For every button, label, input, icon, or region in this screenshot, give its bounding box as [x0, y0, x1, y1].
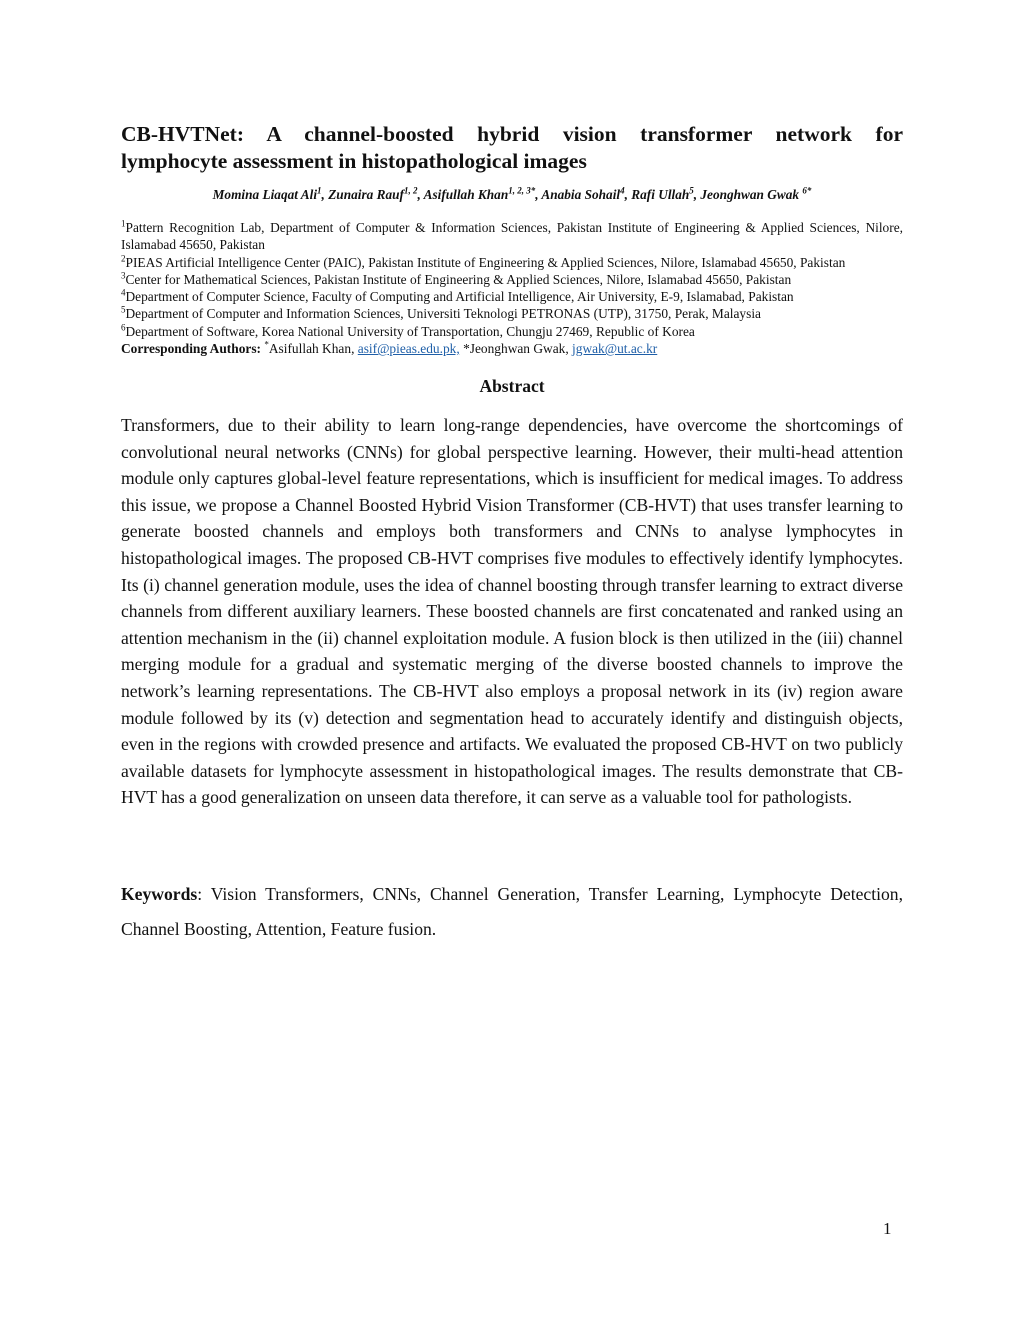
email-link-1[interactable]: asif@pieas.edu.pk, — [357, 341, 460, 357]
corresponding-author-2: *Jeonghwan Gwak, — [459, 341, 573, 357]
keywords-text: : Vision Transformers, CNNs, Channel Generation, Transfer Learning, Lymphocyte Detection, Channel Boosting, Attention, Feature fusion. — [121, 884, 903, 939]
affiliation-number: 3 — [121, 270, 126, 281]
affiliation-item — [121, 271, 903, 288]
author-name: Rafi Ullah — [631, 187, 690, 202]
corresponding-star: * — [264, 339, 269, 350]
keywords-label: Keywords — [121, 884, 198, 904]
corresponding-author-1: Asifullah Khan, — [268, 341, 358, 357]
affiliation-item — [121, 305, 903, 322]
affiliation-text: PIEAS Artificial Intelligence Center (PAIC), Pakistan Institute of Engineering & Applied Sciences, Nilore, Islamabad 45650, Pakistan — [125, 254, 846, 270]
author-name: Jeonghwan Gwak — [700, 187, 800, 202]
paper-title — [121, 121, 903, 175]
keywords — [121, 877, 903, 947]
author-affil-sup: 1, 2 — [403, 185, 418, 196]
affiliation-number: 1 — [121, 218, 126, 229]
affiliation-item — [121, 219, 903, 254]
author-affil-sup: 1, 2, 3* — [508, 185, 536, 196]
author-affil-sup: 4 — [620, 185, 625, 196]
affiliation-number: 2 — [121, 253, 126, 264]
affiliation-number: 5 — [121, 305, 126, 316]
affiliation-text: Department of Computer and Information Sciences, Universiti Teknologi PETRONAS (UTP), 31750, Perak, Malaysia — [125, 306, 761, 322]
affiliation-number: 4 — [121, 287, 126, 298]
title-line-1: CB-HVTNet: A channel-boosted hybrid vision transformer network for — [121, 122, 903, 146]
corresponding-label: Corresponding Authors: — [121, 341, 262, 357]
abstract-heading: Abstract — [479, 376, 545, 396]
affiliation-number: 6 — [121, 322, 126, 333]
affiliation-item — [121, 288, 903, 305]
page-number: 1 — [883, 1219, 892, 1238]
affiliation-text: Center for Mathematical Sciences, Pakistan Institute of Engineering & Applied Sciences, Nilore, Islamabad 45650, Pakistan — [125, 271, 792, 287]
email-link-2[interactable]: jgwak@ut.ac.kr — [572, 341, 658, 357]
author-name: Momina Liaqat Ali — [212, 187, 318, 202]
affiliation-text: Pattern Recognition Lab, Department of Computer & Information Sciences, Pakistan Institute of Engineering & Applied Sciences, Nilore, Islamabad 45650, Pakistan — [121, 220, 903, 253]
affiliation-text: Department of Computer Science, Faculty of Computing and Artificial Intelligence, Air University, E-9, Islamabad, Pakistan — [125, 289, 794, 305]
abstract-text: Transformers, due to their ability to learn long-range dependencies, have overcome the shortcomings of convolutional neural networks (CNNs) for global perspective learning. However, their multi-head attention module only captures global-level feature representations, which is insufficient for medical images. To address this issue, we propose a Channel Boosted Hybrid Vision Transformer (CB-HVT) that uses transfer learning to generate boosted channels and employs both transformers and CNNs to analyse lymphocytes in histopathological images. The proposed CB-HVT comprises five modules to effectively identify lymphocytes. Its (i) channel generation module, uses the idea of channel boosting through transfer learning to extract diverse channels from different auxiliary learners. These boosted channels are first concatenated and ranked using an attention mechanism in the (ii) channel exploitation module. A fusion block is then utilized in the (iii) channel merging module for a gradual and systematic merging of the diverse boosted channels to improve the network’s learning representations. The CB-HVT also employs a proposal network in its (iv) region aware module followed by its (v) detection and segmentation head to accurately identify and distinguish objects, even in the regions with crowded presence and artifacts. We evaluated the proposed CB-HVT on two publicly available datasets for lymphocyte assessment in histopathological images. The results demonstrate that CB-HVT has a good generalization on unseen data therefore, it can serve as a valuable tool for pathologists. — [121, 415, 903, 808]
affiliation-item — [121, 254, 903, 271]
corresponding-authors — [121, 340, 903, 357]
author-affil-sup: 1 — [317, 185, 322, 196]
author-affil-sup: 5 — [689, 185, 694, 196]
author-name: Zunaira Rauf — [328, 187, 404, 202]
affiliations — [121, 219, 903, 357]
author-name: Asifullah Khan — [423, 187, 509, 202]
affiliation-item — [121, 323, 903, 340]
author-affil-sup: 6* — [802, 185, 812, 196]
title-line-2: lymphocyte assessment in histopathological images — [121, 149, 587, 173]
author-list: Momina Liaqat Ali$^1$, Zunaira Rauf$^{1, 2}$, Asifullah Khan$^{1, 2, 3*}$, Anabia Sohail$^4$, Rafi Ullah$^5$, Jeonghwan Gwak $^{6*}$ — [212, 185, 812, 202]
author-name: Anabia Sohail — [541, 187, 621, 202]
affiliation-text: Department of Software, Korea National University of Transportation, Chungju 27469, Republic of Korea — [125, 323, 695, 339]
